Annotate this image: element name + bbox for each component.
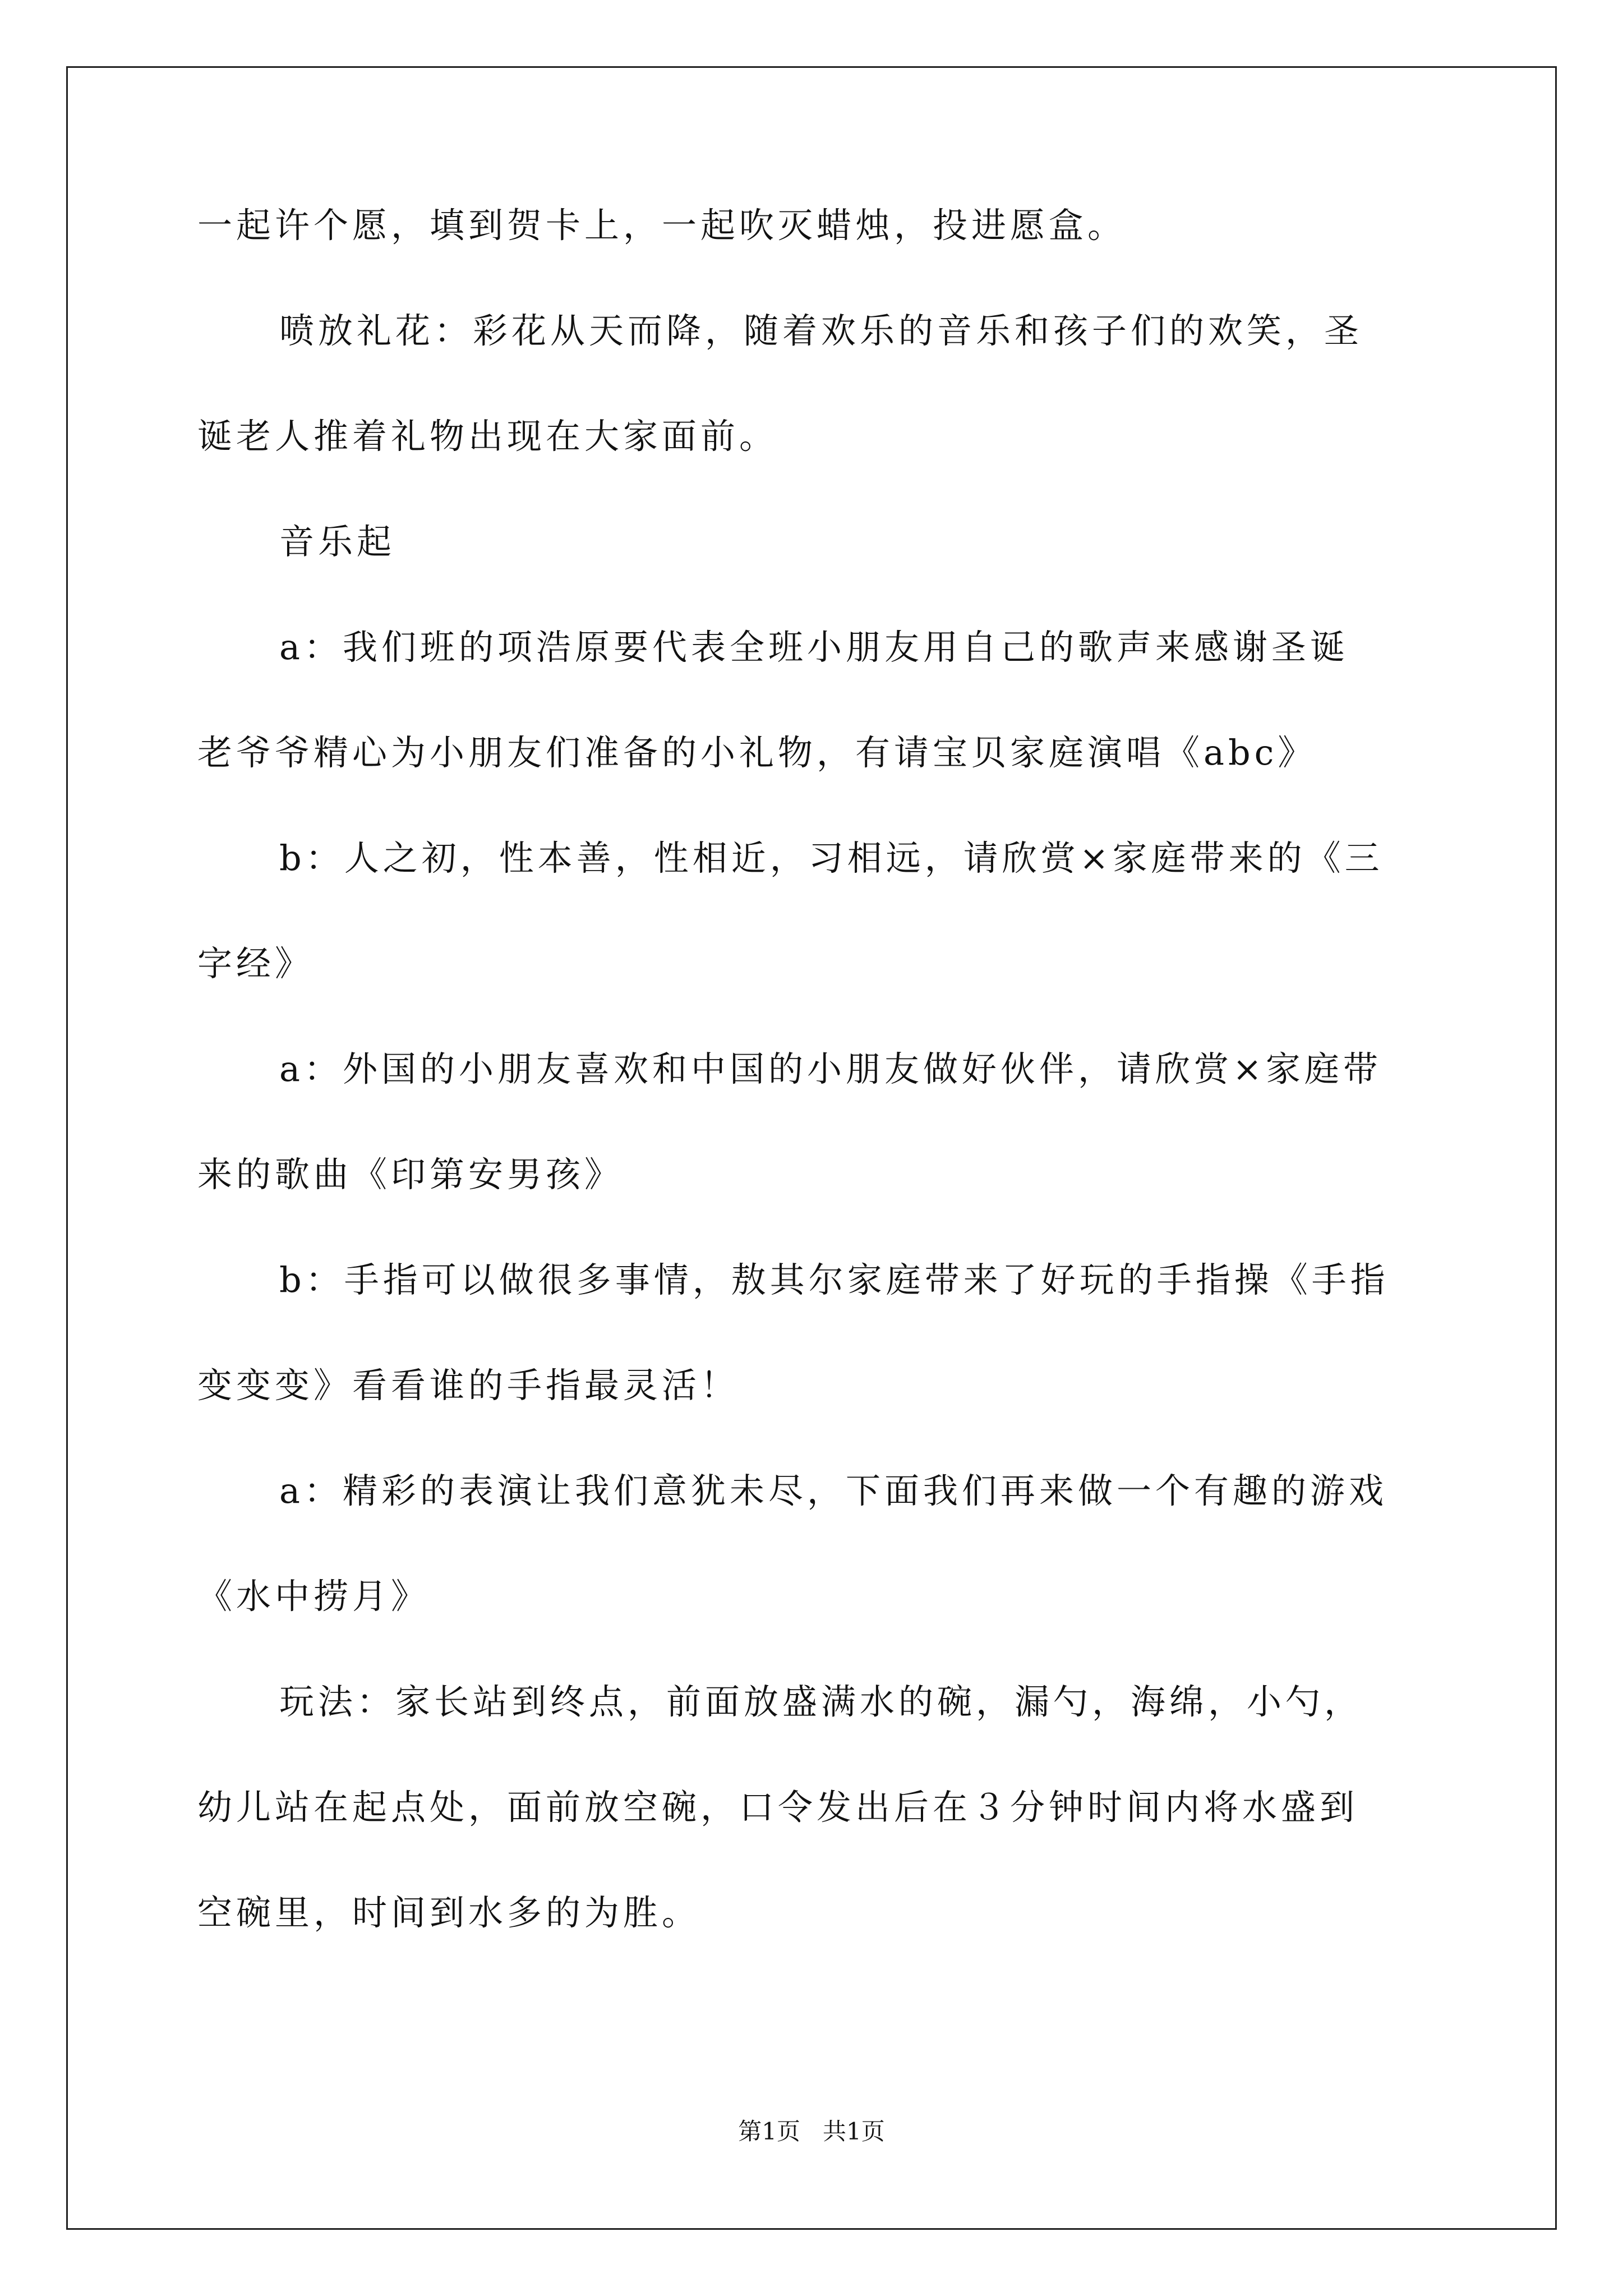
text-line: 一起许个愿，填到贺卡上，一起吹灭蜡烛，投进愿盒。 [197,205,1127,246]
text-line: 音乐起 [279,521,396,562]
text-line: 变变变》看看谁的手指最灵活！ [197,1365,740,1406]
text-line: 《水中捞月》 [197,1576,430,1617]
text-line: b：手指可以做很多事情，敖其尔家庭带来了好玩的手指操《手指 [279,1259,1389,1300]
text-line: 幼儿站在起点处，面前放空碗，口令发出后在３分钟时间内将水盛到 [197,1787,1359,1828]
text-line: a：精彩的表演让我们意犹未尽，下面我们再来做一个有趣的游戏 [279,1470,1387,1511]
text-line: b：人之初，性本善，性相近，习相远，请欣赏×家庭带来的《三 [279,838,1384,878]
text-line: 诞老人推着礼物出现在大家面前。 [197,416,778,457]
text-line: 字经》 [197,943,314,984]
text-line: 老爷爷精心为小朋友们准备的小礼物，有请宝贝家庭演唱《abc》 [197,732,1317,773]
text-line: 喷放礼花：彩花从天而降，随着欢乐的音乐和孩子们的欢笑，圣 [279,310,1363,351]
text-line: 空碗里，时间到水多的为胜。 [197,1892,701,1933]
text-line: a：外国的小朋友喜欢和中国的小朋友做好伙伴，请欣赏×家庭带 [279,1048,1382,1089]
page-number-footer: 第1页 共1页 [738,2118,885,2145]
text-line: a：我们班的项浩原要代表全班小朋友用自己的歌声来感谢圣诞 [279,627,1349,668]
text-line: 玩法：家长站到终点，前面放盛满水的碗，漏勺，海绵，小勺， [279,1681,1363,1722]
text-line: 来的歌曲《印第安男孩》 [197,1154,624,1195]
